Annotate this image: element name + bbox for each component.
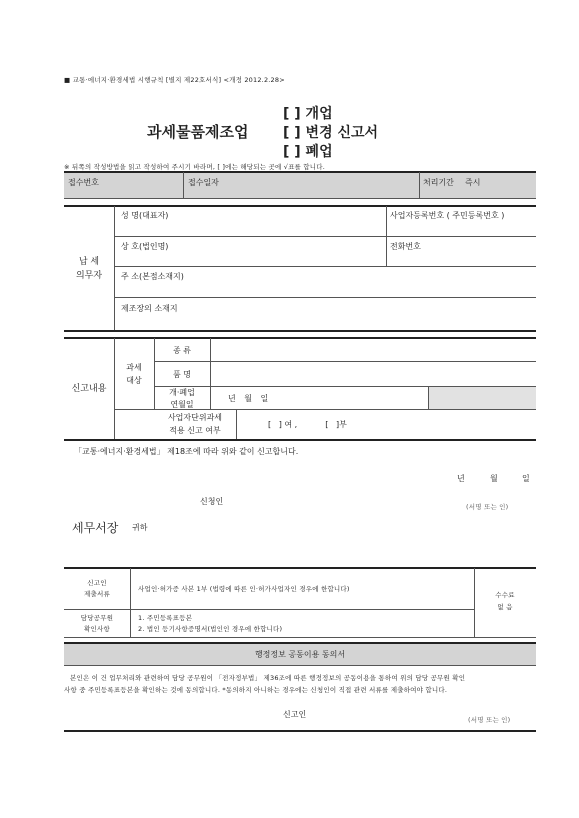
processing-period-value: 즉시 xyxy=(465,178,481,187)
subject-label-2: 대상 xyxy=(126,376,142,385)
item-label: 품 명 xyxy=(173,370,191,379)
instructions: ※ 뒤쪽의 작성방법을 읽고 작성하여 주시기 바라며, [ ]에는 해당되는 곳에 √표를 합니다. xyxy=(64,163,325,171)
taxpayer-label-1: 납 세 xyxy=(78,257,100,267)
docs-label-2: 제출서류 xyxy=(84,590,110,598)
date-label-1: 개·폐업 xyxy=(169,388,195,397)
applicant-label: 신청인 xyxy=(200,497,224,506)
receipt-number-label: 접수번호 xyxy=(68,178,99,187)
reference-text: 교통·에너지·환경세법 시행규칙 [별지 제22호서식] <개정 2012.2.28> xyxy=(72,76,285,84)
subject-label-1: 과세 xyxy=(126,363,142,372)
form-reference xyxy=(64,75,285,84)
date-day: 일 xyxy=(522,474,530,483)
trade-name-label: 상 호(법인명) xyxy=(121,242,169,251)
check-item-1: 1. 주민등록표등본 xyxy=(138,614,193,622)
consent-body-2: 사항 중 주민등록표등본을 확인하는 것에 동의합니다. *동의하지 아니하는 경우에는 신청인이 직접 관련 서류를 제출하여야 합니다. xyxy=(64,686,448,694)
date-shaded-cell xyxy=(428,387,536,409)
check-label-2: 확인사항 xyxy=(84,625,110,633)
consent-sign: (서명 또는 인) xyxy=(468,716,511,724)
kind-label: 종 류 xyxy=(173,346,191,355)
processing-period-label: 처리기간 xyxy=(423,178,454,187)
docs-value: 사업인·허가증 사본 1부 (법령에 따른 인·허가사업자인 경우에 한합니다) xyxy=(138,585,350,593)
name-label: 성 명(대표자) xyxy=(121,211,169,220)
docs-label-1: 신고인 xyxy=(87,579,107,587)
option-open[interactable]: [ ] 개업 xyxy=(283,106,333,122)
unit-tax-label-2: 적용 신고 여부 xyxy=(169,426,221,435)
unit-tax-label-1: 사업자단위과세 xyxy=(167,413,223,422)
date-value[interactable]: 년 월 일 xyxy=(228,394,269,403)
address-label: 주 소(본점소재지) xyxy=(121,272,184,281)
date-month: 월 xyxy=(490,474,498,483)
phone-label: 전화번호 xyxy=(390,242,421,251)
receipt-date-label: 접수일자 xyxy=(188,178,219,187)
option-change[interactable]: [ ] 변경 신고서 xyxy=(283,125,379,141)
fee-label: 수수료 xyxy=(495,591,515,599)
declaration-text: 「교통·에너지·환경세법」 제18조에 따라 위와 같이 신고합니다. xyxy=(74,447,299,456)
consent-title: 행정정보 공동이용 동의서 xyxy=(254,650,346,659)
form-title: 과세물품제조업 xyxy=(147,123,249,141)
taxpayer-label-2: 의무자 xyxy=(75,271,103,281)
check-item-2: 2. 법인 등기사항증명서(법인인 경우에 한합니다) xyxy=(138,625,283,633)
tax-office: 세무서장 xyxy=(72,521,119,535)
addressee-suffix: 귀하 xyxy=(132,523,148,532)
date-year: 년 xyxy=(457,474,465,483)
factory-label: 제조장의 소재지 xyxy=(121,304,178,313)
unit-tax-value[interactable]: [ ] 여 , [ ]부 xyxy=(268,420,347,429)
consent-signer: 신고인 xyxy=(283,710,307,719)
fee-value: 없 음 xyxy=(497,603,513,611)
biz-reg-label: 사업자등록번호 ( 주민등록번호 ) xyxy=(390,211,505,220)
applicant-sign: (서명 또는 인) xyxy=(466,503,509,511)
option-close[interactable]: [ ] 폐업 xyxy=(283,144,333,160)
date-label-2: 연월일 xyxy=(170,400,194,409)
bullet-icon: ■ xyxy=(64,76,71,84)
check-label-1: 담당공무원 xyxy=(80,614,114,622)
consent-body-1: 본인은 이 건 업무처리와 관련하여 담당 공무원이 「전자정부법」 제36조에 따른 행정정보의 공동이용을 통하여 위의 담당 공무원 확인 xyxy=(70,674,466,682)
report-section-label: 신고내용 xyxy=(71,384,107,394)
